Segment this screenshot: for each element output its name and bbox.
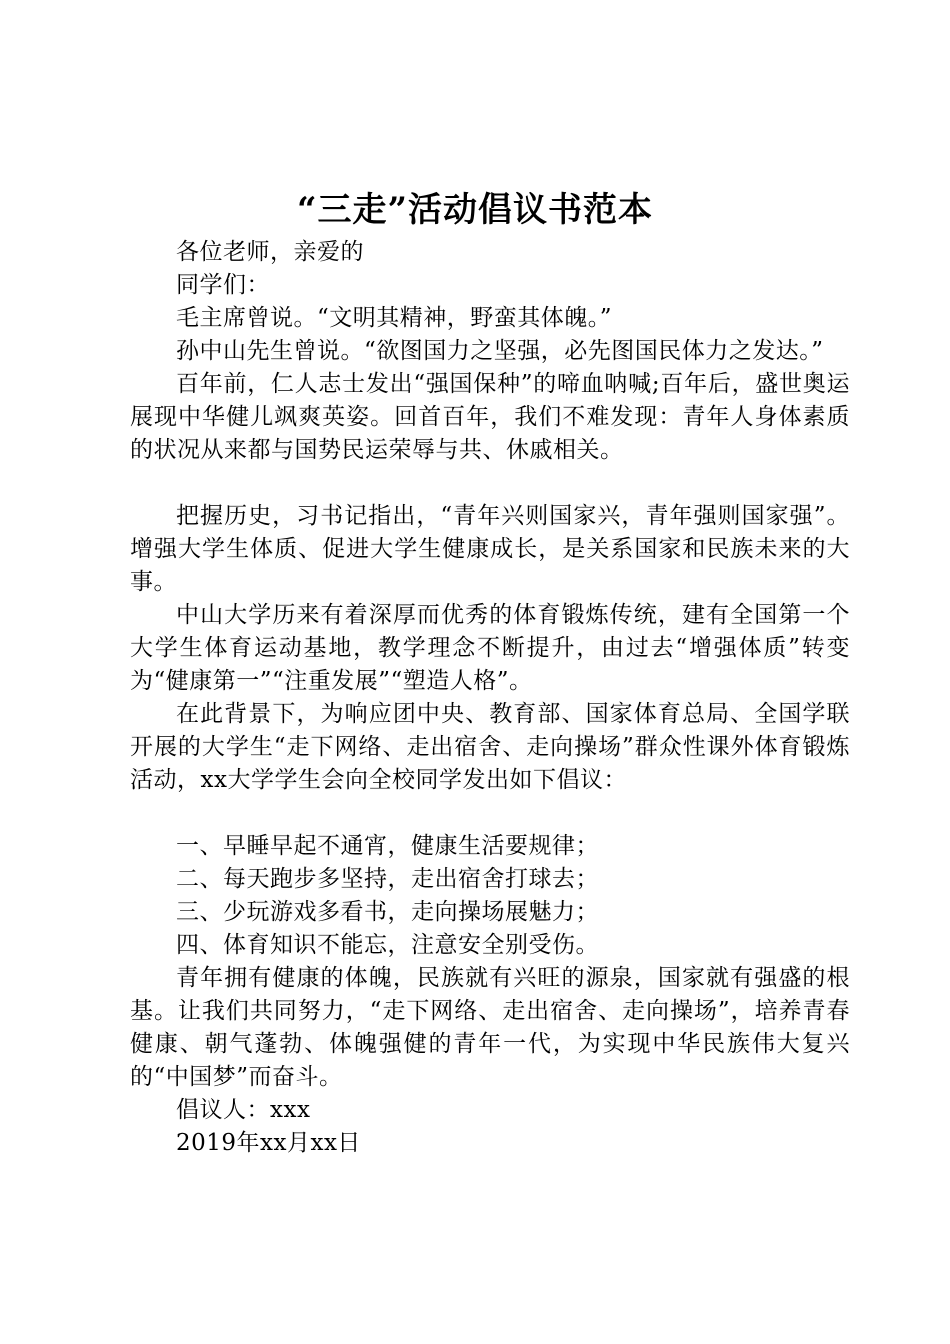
date: 2019年xx月xx日 [176, 1130, 361, 1156]
proposal-item-1: 一、早睡早起不通宵，健康生活要规律； [176, 833, 599, 859]
salutation-line-1: 各位老师，亲爱的 [176, 239, 364, 265]
proposal-item-3: 三、少玩游戏多看书，走向操场展魅力； [176, 899, 599, 925]
proposal-item-2: 二、每天跑步多坚持，走出宿舍打球去； [176, 866, 599, 892]
signature: 倡议人：xxx [176, 1097, 311, 1123]
salutation-line-2: 同学们： [176, 272, 270, 298]
proposal-item-4: 四、体育知识不能忘，注意安全别受伤。 [176, 932, 599, 958]
document-body [130, 236, 850, 1160]
paragraph-closing: 青年拥有健康的体魄，民族就有兴旺的源泉，国家就有强盛的根基。让我们共同努力，“走下网络、走出宿舍、走向操场”，培养青春健康、朝气蓬勃、体魄强健的青年一代，为实现中华民族伟大复兴的“中国梦”而奋斗。 [130, 965, 850, 1090]
paragraph-quote-sun: 孙中山先生曾说。“欲图国力之坚强，必先图国民体力之发达。” [176, 338, 824, 364]
paragraph-background: 在此背景下，为响应团中央、教育部、国家体育总局、全国学联开展的大学生“走下网络、走出宿舍、走向操场”群众性课外体育锻炼活动，xx大学学生会向全校同学发出如下倡议： [130, 701, 850, 793]
paragraph-history: 百年前，仁人志士发出“强国保种”的啼血呐喊;百年后，盛世奥运展现中华健儿飒爽英姿。回首百年，我们不难发现：青年人身体素质的状况从来都与国势民运荣辱与共、休戚相关。 [130, 371, 850, 463]
paragraph-university: 中山大学历来有着深厚而优秀的体育锻炼传统，建有全国第一个大学生体育运动基地，教学理念不断提升，由过去“增强体质”转变为“健康第一”“注重发展”“塑造人格”。 [130, 602, 850, 694]
spacer [130, 797, 850, 830]
paragraph-quote-mao: 毛主席曾说。“文明其精神，野蛮其体魄。” [176, 305, 613, 331]
spacer [130, 467, 850, 500]
document-title: “三走”活动倡议书范本 [296, 190, 654, 230]
paragraph-youth: 把握历史，习书记指出，“青年兴则国家兴，青年强则国家强”。增强大学生体质、促进大学生健康成长，是关系国家和民族未来的大事。 [130, 503, 850, 595]
